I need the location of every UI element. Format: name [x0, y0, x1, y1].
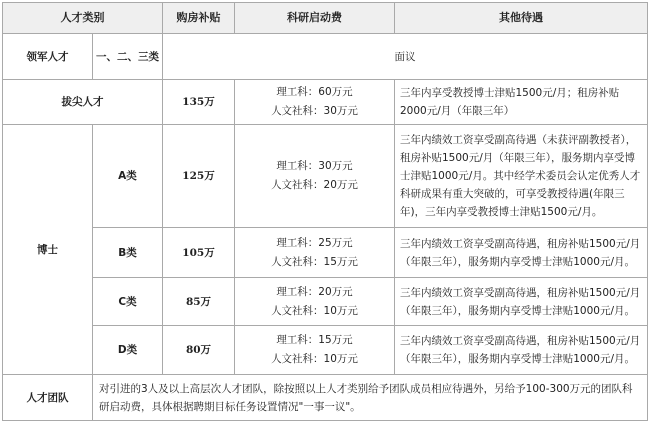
subcategory-leading: 一、二、三类 — [93, 34, 163, 80]
benefits-a: 三年内绩效工资享受副高待遇（未获评副教授者），租房补贴1500元/月（年限三年），服务期内享受博士津贴1000元/月。其中经学术委员会认定优秀人才科研成果有重大突破的，可享受教授待遇(年限三年)，三年内享受教授博士津贴1500元/月。 — [395, 125, 648, 228]
funding-c-humanities: 人文社科：10万元 — [271, 304, 358, 317]
funding-d-science: 理工科：15万元 — [276, 334, 353, 346]
funding-b — [235, 228, 395, 278]
funding-a-humanities: 人文社科：20万元 — [271, 179, 358, 191]
subsidy-d: 80万 — [163, 326, 235, 375]
funding-d — [235, 326, 395, 375]
team-description: 对引进的3人及以上高层次人才团队，除按照以上人才类别给予团队成员相应待遇外，另给予100-300万元的团队科研启动费，具体根据聘期目标任务设置情况"一事一议"。 — [93, 375, 648, 421]
funding-top-humanities: 人文社科：30万元 — [271, 105, 358, 117]
subsidy-b: 105万 — [163, 228, 235, 278]
benefits-d: 三年内绩效工资享受副高待遇，租房补贴1500元/月（年限三年），服务期内享受博士津贴1000元/月。 — [395, 326, 648, 375]
class-d-label: D类 — [93, 326, 163, 375]
header-category: 人才类别 — [3, 3, 163, 34]
funding-d-humanities: 人文社科：10万元 — [271, 353, 358, 365]
funding-a — [235, 125, 395, 228]
header-housing-subsidy: 购房补贴 — [163, 3, 235, 34]
funding-c-science: 理工科：20万元 — [276, 285, 353, 298]
funding-c — [235, 278, 395, 326]
funding-b-science: 理工科：25万元 — [276, 236, 353, 249]
benefits-top: 三年内享受教授博士津贴1500元/月；租房补贴2000元/月（年限三年） — [395, 80, 648, 125]
category-team: 人才团队 — [3, 375, 93, 421]
funding-top-science: 理工科：60万元 — [276, 86, 353, 98]
benefits-b: 三年内绩效工资享受副高待遇，租房补贴1500元/月（年限三年），服务期内享受博士津贴1000元/月。 — [395, 228, 648, 278]
table-row-leading — [3, 34, 648, 80]
funding-top — [235, 80, 395, 125]
category-doctor: 博士 — [3, 125, 93, 375]
funding-b-humanities: 人文社科：15万元 — [271, 255, 358, 268]
table-header-row — [3, 3, 648, 34]
class-c-label: C类 — [93, 278, 163, 326]
benefits-c: 三年内绩效工资享受副高待遇，租房补贴1500元/月（年限三年），服务期内享受博士津贴1000元/月。 — [395, 278, 648, 326]
table-row-doctor-b — [3, 228, 648, 278]
funding-a-science: 理工科：30万元 — [276, 160, 353, 172]
table-row-team — [3, 375, 648, 421]
table-row-doctor-d — [3, 326, 648, 375]
class-a-label: A类 — [93, 125, 163, 228]
subsidy-top: 135万 — [163, 80, 235, 125]
table-row-doctor-c — [3, 278, 648, 326]
negotiable-cell: 面议 — [163, 34, 648, 80]
table-row-doctor-a — [3, 125, 648, 228]
header-other-benefits: 其他待遇 — [395, 3, 648, 34]
subsidy-a: 125万 — [163, 125, 235, 228]
category-top: 拔尖人才 — [3, 80, 163, 125]
talent-benefits-table — [2, 2, 648, 421]
header-research-funding: 科研启动费 — [235, 3, 395, 34]
subsidy-c: 85万 — [163, 278, 235, 326]
category-leading: 领军人才 — [3, 34, 93, 80]
table-row-top — [3, 80, 648, 125]
class-b-label: B类 — [93, 228, 163, 278]
